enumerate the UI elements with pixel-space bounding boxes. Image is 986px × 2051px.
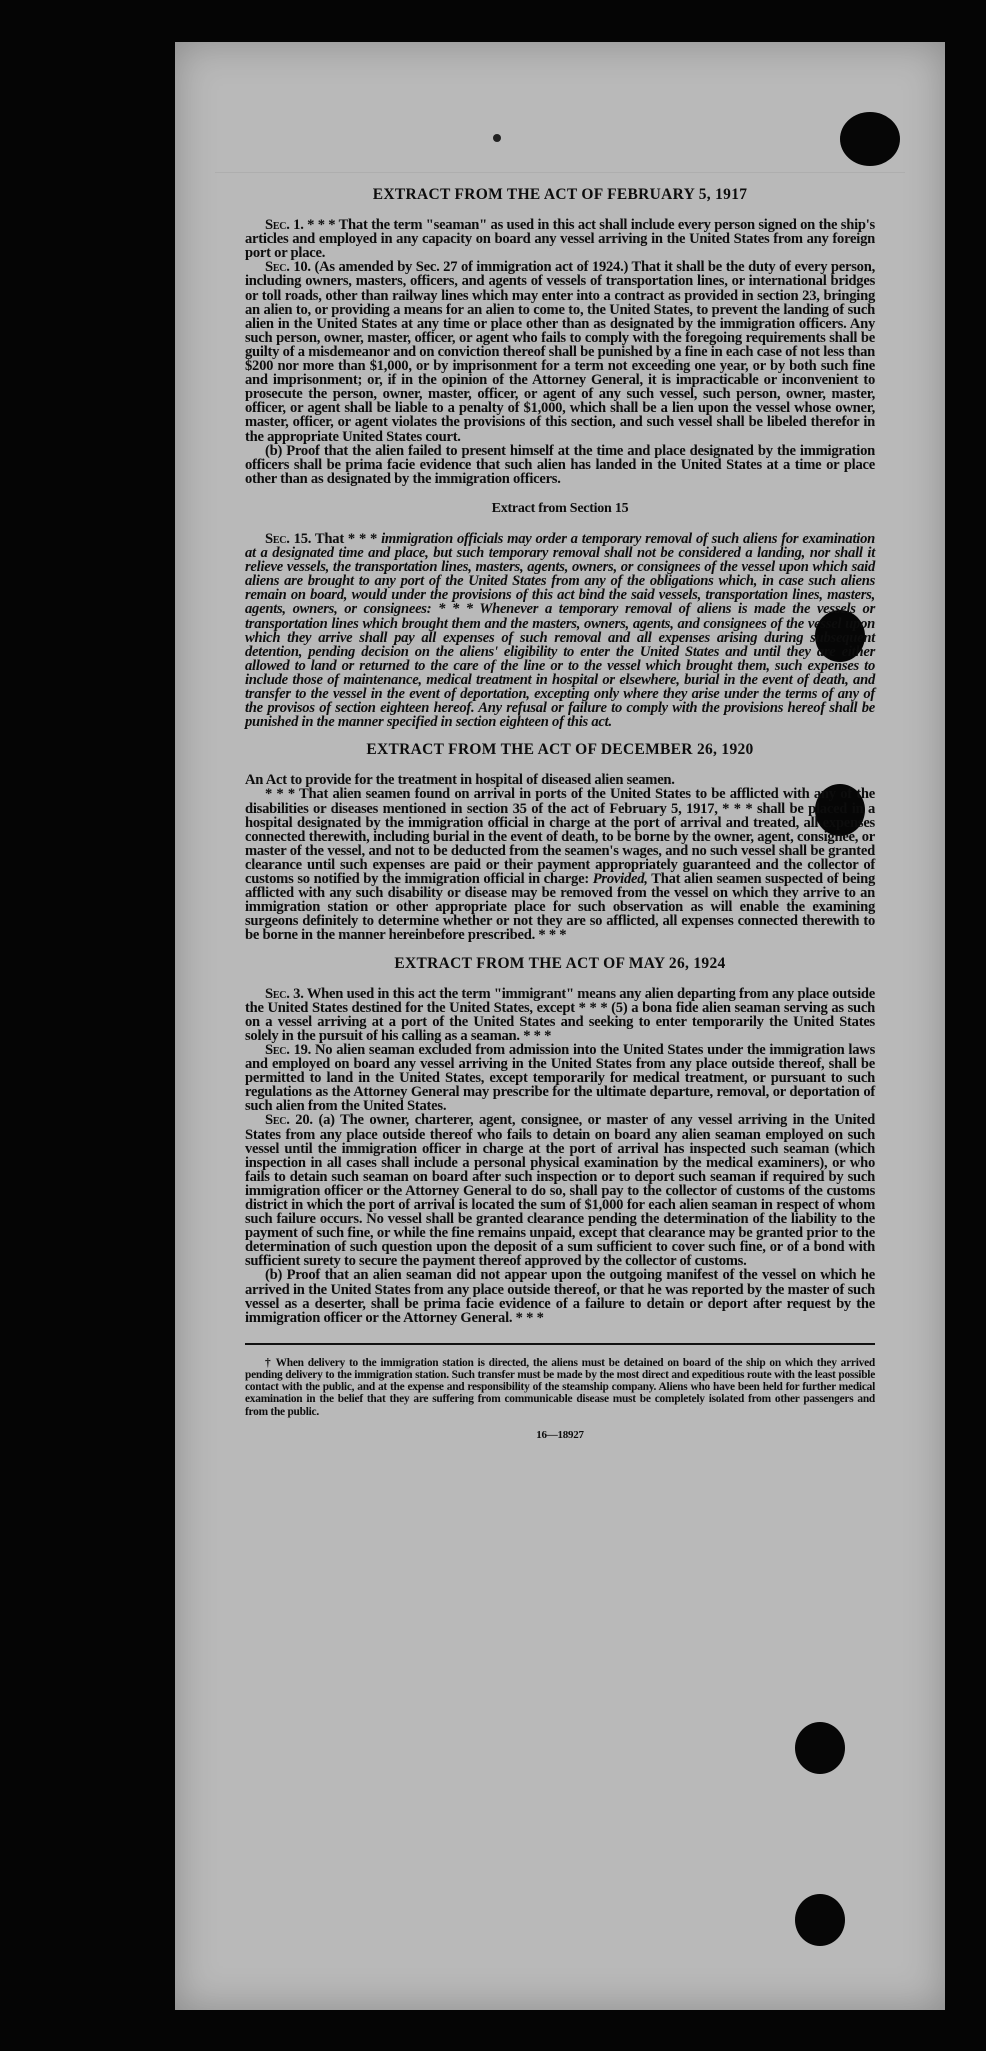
sec10-b-paragraph: (b) Proof that the alien failed to present himself at the time and place designated by the immigration officers shall be prima facie evidence that such alien has landed in the United States at a time or place other than as designated by the immigration officers.	[245, 442, 875, 487]
sec19-paragraph	[245, 1043, 875, 1113]
sec15-lead: Sec. 15.	[265, 530, 312, 547]
smudge-mark	[493, 134, 501, 142]
sec15-paragraph	[245, 532, 875, 729]
sec20-lead: Sec. 20.	[265, 1112, 313, 1129]
sec10-lead: Sec. 10.	[265, 259, 311, 276]
act1920-body-1: * * * That alien seamen found on arrival in ports of the United States to be afflicted with any of the disabilities or diseases mentioned in section 35 of the act of February 5, 1917, * * * shall be placed in a hospital designated by the immigration official in charge at the port of arrival and treated, all expenses connected therewith, including burial in the event of death, to be borne by the owner, agent, consignee, or master of the vessel, and not to be deducted from the seamen's wages, and no such vessel shall be granted clearance until such expenses are paid or their payment appropriately guaranteed and the collector of customs so notified by the immigration official in charge:	[245, 786, 875, 888]
punch-hole-lower	[795, 1722, 845, 1774]
sec20-paragraph	[245, 1113, 875, 1268]
footnote-divider	[245, 1343, 875, 1345]
sec1-body: * * * That the term "seaman" as used in this act shall include every person signed on the ship's articles and employed in any capacity on board any vessel arriving in the United States from any foreign port or place.	[245, 217, 875, 262]
punch-hole-top	[840, 112, 900, 166]
punch-hole-bottom	[795, 1894, 845, 1946]
footnote: † When delivery to the immigration station is directed, the aliens must be detained on board of the ship on which they arrived pending delivery to the immigration station. Such transfer must be made by the most direct and expeditious route with the least possible contact with the public, and at the expense and responsibility of the steamship company. Aliens who have been held for further medical examination in the belief that they are suffering from communicable disease must be completely isolated from other passengers and from the public.	[245, 1356, 875, 1418]
sec19-body: No alien seaman excluded from admission into the United States under the immigration laws and employed on board any vessel arriving in the United States from any place outside thereof, shall be permitted to land in the United States, except temporarily for medical treatment, or pursuant to such regulations as the Attorney General may prescribe for the ultimate departure, removal, or deportation of such alien from the United States.	[245, 1041, 875, 1115]
document-page	[175, 42, 945, 2010]
sec15-that: That * * *	[311, 530, 382, 547]
heading-act-1920: EXTRACT FROM THE ACT OF DECEMBER 26, 1920	[366, 741, 754, 759]
sec15-body: immigration officials may order a temporary removal of such aliens for examination at a designated time and place, but such temporary removal shall not be considered a landing, nor shall it relieve vessels, the transportation lines, masters, agents, owners, or consignees of the vessel upon which said aliens are brought to any port of the United States from any of the obligations which, in case such aliens remain on board, would under the provisions of this act bind the said vessels, transportation lines, masters, agents, owners, or consignees: * * * Whenever a temporary removal of aliens is made the vessels or transportation lines which brought them and the masters, owners, agents, and consignees of the vessel upon which they arrive shall pay all expenses of such removal and all expenses arising during subsequent detention, pending decision on the aliens' eligibility to enter the United States and until they are either allowed to land or returned to the care of the line or to the vessel which brought them, such expenses to include those of maintenance, medical treatment in hospital or elsewhere, burial in the event of death, and transfer to the vessel in the event of deportation, excepting only where they arise under the terms of any of the provisos of section eighteen hereof. Any refusal or failure to comply with the provisions hereof shall be punished in the manner specified in section eighteen of this act.	[245, 530, 875, 731]
sec20-body: (a) The owner, charterer, agent, consignee, or master of any vessel arriving in the United States from any place outside thereof who fails to detain on board any alien seaman employed on such vessel until the immigration officer in charge at the port of arrival has inspected such seaman (which inspection in all cases shall include a personal physical examination by the medical examiners), or who fails to detain such seaman on board after such inspection or to deport such seaman if required by such immigration officer or the Attorney General to do so, shall pay to the collector of customs of the customs district in which the port of arrival is located the sum of $1,000 for each alien seaman in respect of whom such failure occurs. No vessel shall be granted clearance pending the determination of the liability to the payment of such fine, or while the fine remains unpaid, except that clearance may be granted prior to the determination of such question upon the deposit of a sum sufficient to cover such fine, or of a bond with sufficient surety to secure the payment thereof approved by the collector of customs.	[245, 1112, 875, 1270]
sec3-paragraph	[245, 987, 875, 1043]
sec3-body: When used in this act the term "immigrant" means any alien departing from any place outside the United States destined for the United States, except * * * (5) a bona fide alien seaman serving as such on a vessel arriving at a port of the United States and seeking to enter temporarily the United States solely in the pursuit of his calling as a seaman. * * *	[245, 985, 875, 1044]
sec20-b-paragraph: (b) Proof that an alien seaman did not appear upon the outgoing manifest of the vessel on which he arrived in the United States from any place outside thereof, or that he was reported by the master of such vessel as a deserter, shall be prima facie evidence of a failure to detain or deport after request by the immigration officer or the Attorney General. * * *	[245, 1267, 875, 1326]
sec19-lead: Sec. 19.	[265, 1041, 312, 1058]
sec1-paragraph	[245, 218, 875, 260]
heading-act-1917: EXTRACT FROM THE ACT OF FEBRUARY 5, 1917	[372, 186, 748, 203]
act1920-intro: An Act to provide for the treatment in hospital of diseased alien seamen.	[245, 772, 675, 789]
sec1-lead: Sec. 1.	[265, 217, 304, 234]
subheading-section-15: Extract from Section 15	[491, 500, 629, 516]
sec10-paragraph	[245, 260, 875, 443]
form-number: 16—18927	[536, 1428, 584, 1441]
act1920-paragraph	[245, 787, 875, 942]
act1920-body-2: That alien seamen suspected of being afflicted with any such disability or disease may be removed from the vessel on which they arrive to an immigration station or other appropriate place for such observation as will enable the examining surgeons definitely to determine whether or not they are so afflicted, all expenses connected therewith to be borne in the manner hereinbefore prescribed. * * *	[245, 871, 875, 944]
act1920-provided: Provided,	[592, 871, 648, 888]
document-body	[245, 188, 875, 1442]
sec10-body: (As amended by Sec. 27 of immigration act of 1924.) That it shall be the duty of every person, including owners, masters, officers, and agents of vessels of transportation lines, or international bridges or toll roads, other than railway lines which may enter into a contract as provided in section 23, bringing an alien to, or providing a means for an alien to come to, the United States, to prevent the landing of such alien in the United States at any time or place other than as designated by the immigration officers. Any such person, owner, master, officer, or agent who fails to comply with the foregoing requirements shall be guilty of a misdemeanor and on conviction thereof shall be punished by a fine in each case of not less than $200 nor more than $1,000, or by imprisonment for a term not exceeding one year, or by both such fine and imprisonment; or, if in the opinion of the Attorney General, it is impracticable or inconvenient to prosecute the person, owner, master, officer, or agent of any such vessel, such person, owner, master, officer, or agent shall be liable to a penalty of $1,000, which shall be a lien upon the vessel whose owner, master, officer, or agent violates the provisions of this section, and such vessel shall be libeled therefor in the appropriate United States court.	[245, 259, 875, 445]
heading-act-1924: EXTRACT FROM THE ACT OF MAY 26, 1924	[394, 954, 726, 972]
sec3-lead: Sec. 3.	[265, 985, 304, 1002]
